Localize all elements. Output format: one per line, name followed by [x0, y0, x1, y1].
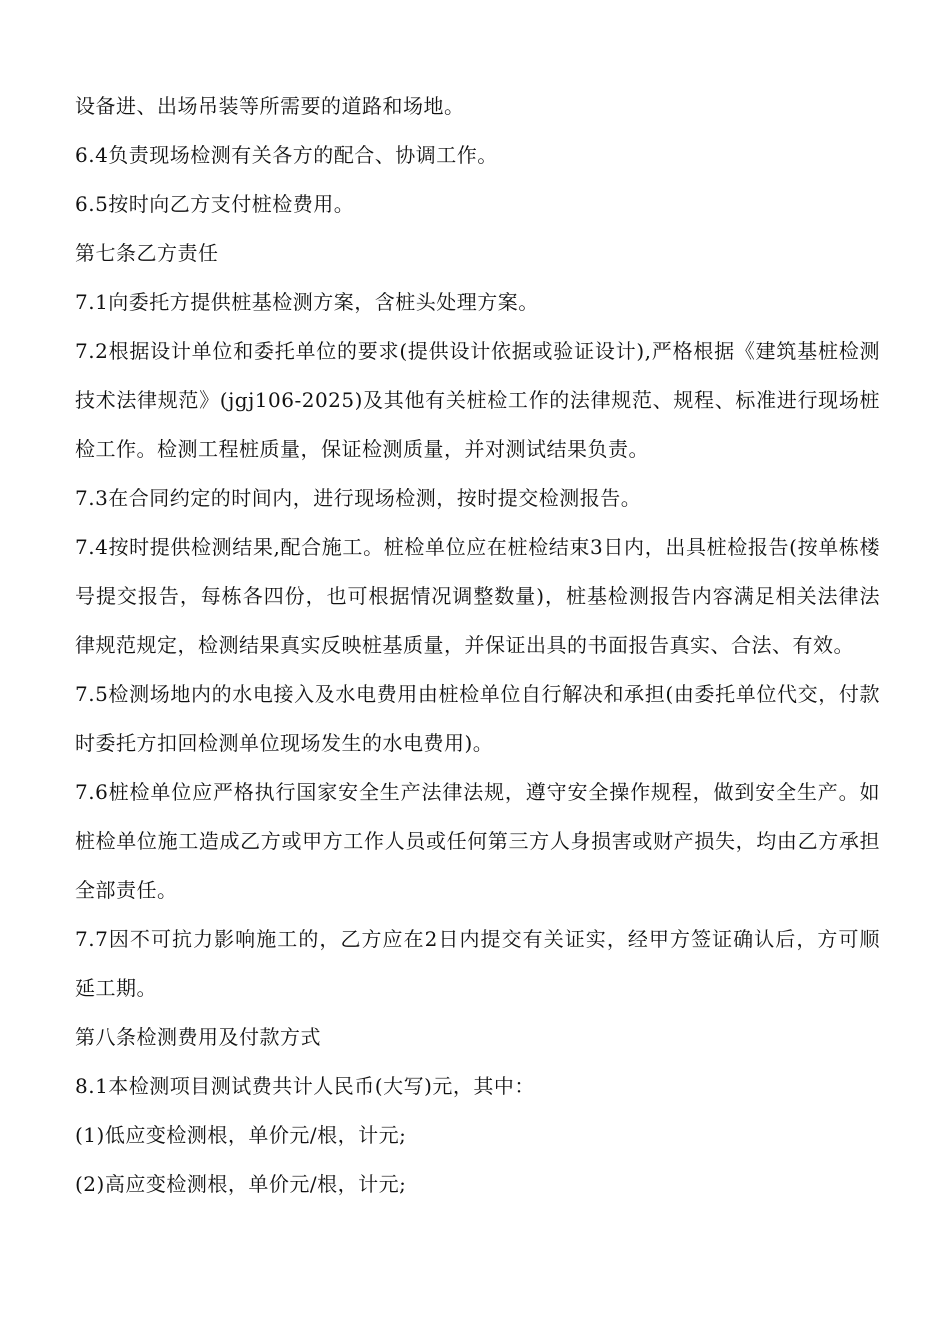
paragraph-7-2: 7.2根据设计单位和委托单位的要求(提供设计依据或验证设计),严格根据《建筑基桩检测技术法律规范》(jgj106-2025)及其他有关桩检工作的法律规范、规程、标准进行现场桩检工作。检测工程桩质量，保证检测质量，并对测试结果负责。	[75, 339, 880, 461]
paragraph-7-3: 7.3在合同约定的时间内，进行现场检测，按时提交检测报告。	[75, 486, 642, 510]
section-heading-article-7: 第七条乙方责任	[75, 241, 219, 265]
paragraph-8-1: 8.1本检测项目测试费共计人民币(大写)元，其中：	[75, 1074, 535, 1098]
document-page	[75, 82, 880, 1209]
paragraph-7-1: 7.1向委托方提供桩基检测方案，含桩头处理方案。	[75, 290, 539, 314]
paragraph-8-1-item-2: (2)高应变检测根，单价元/根，计元;	[75, 1172, 407, 1196]
paragraph-6-4: 6.4负责现场检测有关各方的配合、协调工作。	[75, 143, 498, 167]
paragraph-6-5: 6.5按时向乙方支付桩检费用。	[75, 192, 355, 216]
paragraph-site-access: 设备进、出场吊装等所需要的道路和场地。	[75, 94, 465, 118]
paragraph-7-7: 7.7因不可抗力影响施工的，乙方应在2日内提交有关证实，经甲方签证确认后，方可顺延工期。	[75, 927, 880, 1000]
paragraph-7-6: 7.6桩检单位应严格执行国家安全生产法律法规，遵守安全操作规程，做到安全生产。如桩检单位施工造成乙方或甲方工作人员或任何第三方人身损害或财产损失，均由乙方承担全部责任。	[75, 780, 880, 902]
paragraph-8-1-item-1: (1)低应变检测根，单价元/根，计元;	[75, 1123, 407, 1147]
paragraph-7-4: 7.4按时提供检测结果,配合施工。桩检单位应在桩检结束3日内，出具桩检报告(按单栋楼号提交报告，每栋各四份，也可根据情况调整数量)，桩基检测报告内容满足相关法律法律规范规定，检测结果真实反映桩基质量，并保证出具的书面报告真实、合法、有效。	[75, 535, 880, 657]
paragraph-7-5: 7.5检测场地内的水电接入及水电费用由桩检单位自行解决和承担(由委托单位代交，付款时委托方扣回检测单位现场发生的水电费用)。	[75, 682, 880, 755]
section-heading-article-8: 第八条检测费用及付款方式	[75, 1025, 321, 1049]
